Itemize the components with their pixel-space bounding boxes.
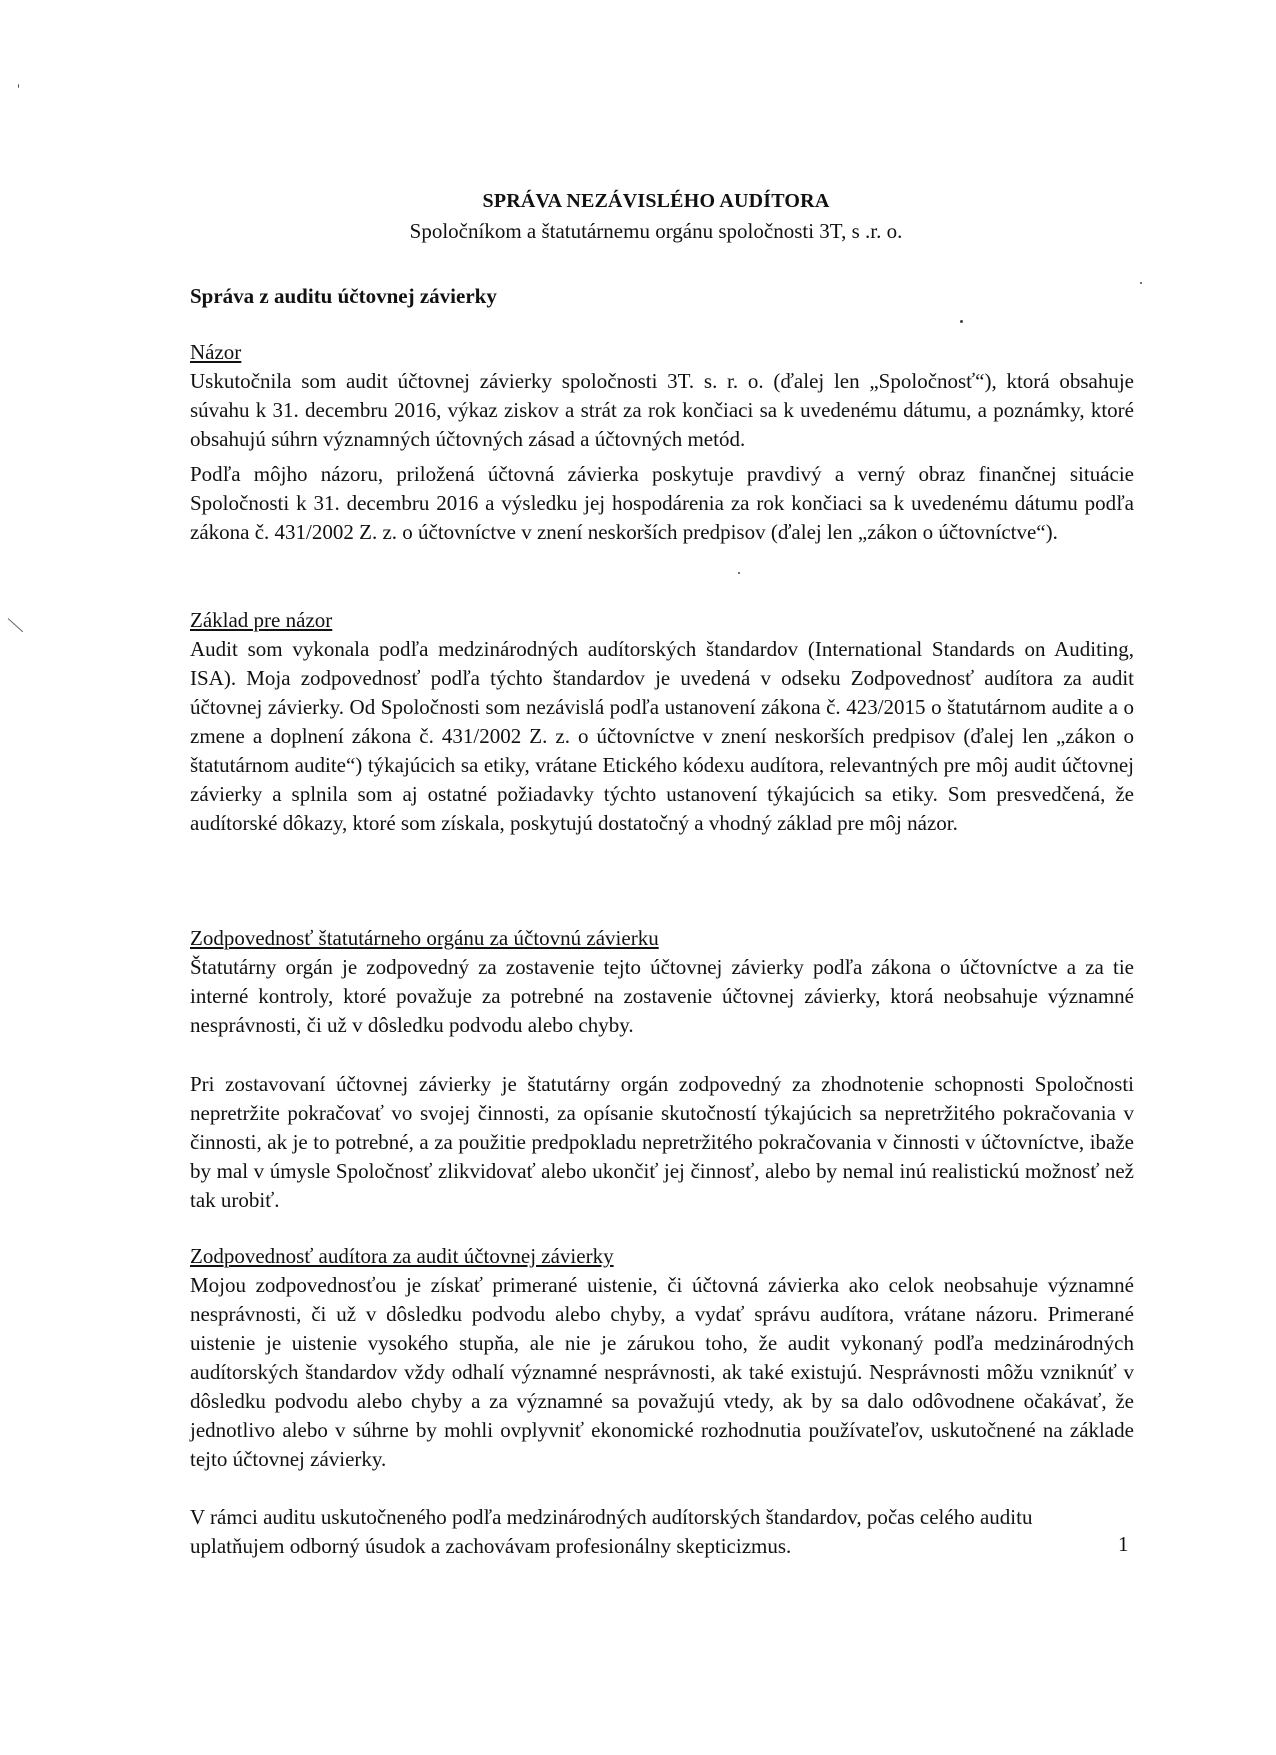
opinion-paragraph: Podľa môjho názoru, priložená účtovná závierka poskytuje pravdivý a verný obraz finančnej situácie Spoločnosti k 31. decembru 2016 a výsledku jej hospodárenia za rok končiaci sa k uvedenému dátumu podľa zákona č. 431/2002 Z. z. o účtovníctve v znení neskorších predpisov (ďalej len „zákon o účtovníctve“). [190,462,1134,544]
scan-speck [18,84,19,88]
auditor-responsibility-heading: Zodpovednosť audítora za audit účtovnej závierky [190,1244,614,1268]
basis-paragraph: Audit som vykonala podľa medzinárodných audítorských štandardov (International Standards on Auditing, ISA). Moja zodpovednosť podľa týchto štandardov je uvedená v odseku Zodpovednosť audítora za audit účtovnej závierky. Od Spoločnosti som nezávislá podľa ustanovení zákona č. 423/2015 o štatutárnom audite a o zmene a doplnení zákona č. 431/2002 Z. z. o účtovníctve v znení neskorších predpisov (ďalej len „zákon o štatutárnom audite“) týkajúcich sa etiky, vrátane Etického kódexu audítora, relevantných pre môj audit účtovnej závierky a splnila som aj ostatné požiadavky týchto ustanovení týkajúcich sa etiky. Som presvedčená, že audítorské dôkazy, ktoré som získala, poskytujú dostatočný a vhodný základ pre môj názor. [190,637,1134,835]
management-responsibility-heading: Zodpovednosť štatutárneho orgánu za účtovnú závierku [190,926,659,950]
scan-speck [738,572,740,574]
section-title: Správa z auditu účtovnej závierky [190,284,497,308]
auditor-responsibility-paragraph: V rámci auditu uskutočneného podľa medzinárodných audítorských štandardov, počas celého auditu uplatňujem odborný úsudok a zachovávam profesionálny skepticizmus. [190,1505,1033,1558]
scan-speck [1140,282,1142,284]
opinion-section [190,338,1134,454]
management-responsibility-section-continued [190,1070,1134,1215]
document-subtitle: Spoločníkom a štatutárnemu orgánu spoločnosti 3T, s .r. o. [409,219,903,243]
opinion-paragraph: Uskutočnila som audit účtovnej závierky spoločnosti 3T. s. r. o. (ďalej len „Spoločnosť“), ktorá obsahuje súvahu k 31. decembru 2016, výkaz ziskov a strát za rok končiaci sa k uvedenému dátumu, a poznámky, ktoré obsahujú súhrn významných účtovných zásad a účtovných metód. [190,369,1134,451]
scan-mark [8,618,24,632]
page-number: 1 [1118,1532,1129,1556]
management-responsibility-section [190,924,1134,1040]
management-responsibility-paragraph: Štatutárny orgán je zodpovedný za zostavenie tejto účtovnej závierky podľa zákona o účtovníctve a za tie interné kontroly, ktoré považuje za potrebné na zostavenie účtovnej závierky, ktorá neobsahuje významné nesprávnosti, či už v dôsledku podvodu alebo chyby. [190,955,1134,1037]
auditor-responsibility-paragraph: Mojou zodpovednosťou je získať primerané uistenie, či účtovná závierka ako celok neobsahuje významné nesprávnosti, či už v dôsledku podvodu alebo chyby, a vydať správu audítora, vrátane názoru. Primerané uistenie je uistenie vysokého stupňa, ale nie je zárukou toho, že audit vykonaný podľa medzinárodných audítorských štandardov vždy odhalí významné nesprávnosti, ak také existujú. Nesprávnosti môžu vzniknúť v dôsledku podvodu alebo chyby a za významné sa považujú vtedy, ak by sa dalo odôvodnene očakávať, že jednotlivo alebo v súhrne by mohli ovplyvniť ekonomické rozhodnutia používateľov, uskutočnené na základe tejto účtovnej závierky. [190,1273,1134,1471]
basis-heading: Základ pre názor [190,608,333,632]
scan-speck [960,320,963,323]
auditor-responsibility-section-continued [190,1503,1090,1561]
basis-section [190,606,1134,838]
management-responsibility-paragraph: Pri zostavovaní účtovnej závierky je štatutárny orgán zodpovedný za zhodnotenie schopnosti Spoločnosti nepretržite pokračovať vo svojej činnosti, za opísanie skutočností týkajúcich sa nepretržitého pokračovania v činnosti, ak je to potrebné, a za použitie predpokladu nepretržitého pokračovania v činnosti v účtovníctve, ibaže by mal v úmysle Spoločnosť zlikvidovať alebo ukončiť jej činnosť, alebo by nemal inú realistickú možnosť než tak urobiť. [190,1072,1134,1212]
opinion-section-continued [190,460,1134,547]
document-title: SPRÁVA NEZÁVISLÉHO AUDÍTORA [482,190,830,212]
auditor-responsibility-section [190,1242,1134,1474]
opinion-heading: Názor [190,340,242,364]
